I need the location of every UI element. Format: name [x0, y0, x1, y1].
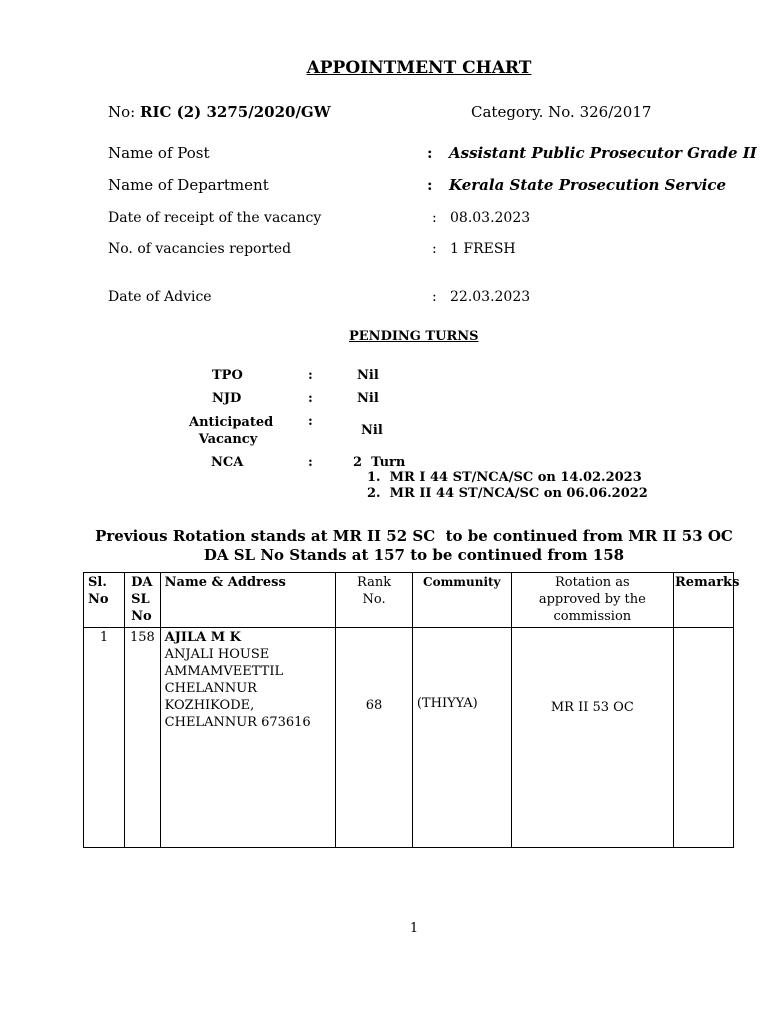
- category-number: Category. No. 326/2017: [471, 103, 652, 121]
- field-value-advice-date: 22.03.2023: [450, 289, 531, 305]
- header-da-sl-no: [125, 573, 161, 628]
- field-colon: :: [427, 176, 433, 194]
- rotation-statement: Previous Rotation stands at MR II 52 SC to be continued from MR II 53 OC: [95, 527, 733, 545]
- cell-sl-no: 1: [84, 628, 125, 848]
- field-label-advice-date: Date of Advice: [108, 289, 212, 305]
- pending-value-anticipated: Nil: [361, 423, 383, 438]
- field-colon: :: [432, 241, 437, 257]
- appointment-table: [83, 572, 740, 848]
- pending-label-njd: NJD: [212, 391, 242, 406]
- field-value-post: Assistant Public Prosecutor Grade II: [449, 144, 757, 162]
- header-line: No.: [362, 592, 386, 607]
- cell-rotation: MR II 53 OC: [511, 628, 673, 848]
- header-line: approved by the: [538, 592, 646, 607]
- address-line: AMMAMVEETTIL: [164, 664, 284, 679]
- pending-label-tpo: TPO: [212, 368, 243, 383]
- field-label-receipt-date: Date of receipt of the vacancy: [108, 210, 322, 226]
- cell-remarks: [673, 628, 733, 848]
- field-colon: :: [427, 144, 433, 162]
- pending-label-anticipated-line1: Anticipated: [189, 415, 274, 430]
- header-line: Sl.: [88, 575, 107, 590]
- page-title: APPOINTMENT CHART: [306, 58, 532, 78]
- pending-value-tpo: Nil: [357, 368, 379, 383]
- field-value-vacancies: 1 FRESH: [450, 241, 516, 257]
- field-label-post: Name of Post: [108, 144, 210, 162]
- cell-community: (THIYYA): [412, 628, 511, 848]
- table-header-row: [84, 573, 734, 628]
- pending-turns-heading: PENDING TURNS: [349, 329, 479, 344]
- pending-label-anticipated: [189, 414, 274, 448]
- address-line: ANJALI HOUSE: [164, 647, 270, 662]
- header-name-address: Name & Address: [160, 573, 336, 628]
- field-value-department: Kerala State Prosecution Service: [449, 176, 727, 194]
- page-number: 1: [409, 921, 419, 936]
- reference-number: [108, 103, 331, 121]
- table-row: [84, 628, 734, 848]
- field-value-receipt-date: 08.03.2023: [450, 210, 531, 226]
- header-line: No: [88, 592, 109, 607]
- nca-item: 2. MR II 44 ST/NCA/SC on 06.06.2022: [367, 486, 648, 501]
- header-line: SL: [131, 592, 150, 607]
- header-community: Community: [412, 573, 511, 628]
- pending-value-njd: Nil: [357, 391, 379, 406]
- pending-label-nca: NCA: [211, 455, 244, 470]
- header-rotation: [511, 573, 673, 628]
- pending-colon: :: [308, 391, 313, 406]
- field-colon: :: [432, 210, 437, 226]
- address-line: CHELANNUR 673616: [164, 715, 311, 730]
- header-remarks: Remarks: [673, 573, 733, 628]
- reference-value: RIC (2) 3275/2020/GW: [139, 103, 331, 121]
- header-line: DA: [131, 575, 153, 590]
- da-sl-statement: DA SL No Stands at 157 to be continued from 158: [203, 546, 625, 564]
- pending-value-nca: 2 Turn: [353, 455, 406, 470]
- pending-colon: :: [308, 368, 313, 383]
- header-line: Rank: [356, 575, 392, 590]
- pending-label-anticipated-line2: Vacancy: [198, 432, 258, 447]
- pending-colon: :: [308, 455, 313, 470]
- header-sl-no: [84, 573, 125, 628]
- field-label-vacancies: No. of vacancies reported: [108, 241, 292, 257]
- cell-name-address: [160, 628, 336, 848]
- address-line: KOZHIKODE,: [164, 698, 255, 713]
- nca-item: 1. MR I 44 ST/NCA/SC on 14.02.2023: [367, 470, 642, 485]
- field-label-department: Name of Department: [108, 176, 269, 194]
- header-line: No: [131, 609, 152, 624]
- address-line: CHELANNUR: [164, 681, 257, 696]
- candidate-name: AJILA M K: [164, 630, 241, 645]
- header-rank-no: [336, 573, 413, 628]
- pending-colon: :: [308, 414, 313, 429]
- reference-label: No:: [108, 103, 140, 121]
- header-line: Rotation as: [554, 575, 630, 590]
- cell-rank-no: 68: [336, 628, 413, 848]
- field-colon: :: [432, 289, 437, 305]
- header-line: commission: [553, 609, 632, 624]
- cell-da-sl-no: 158: [125, 628, 161, 848]
